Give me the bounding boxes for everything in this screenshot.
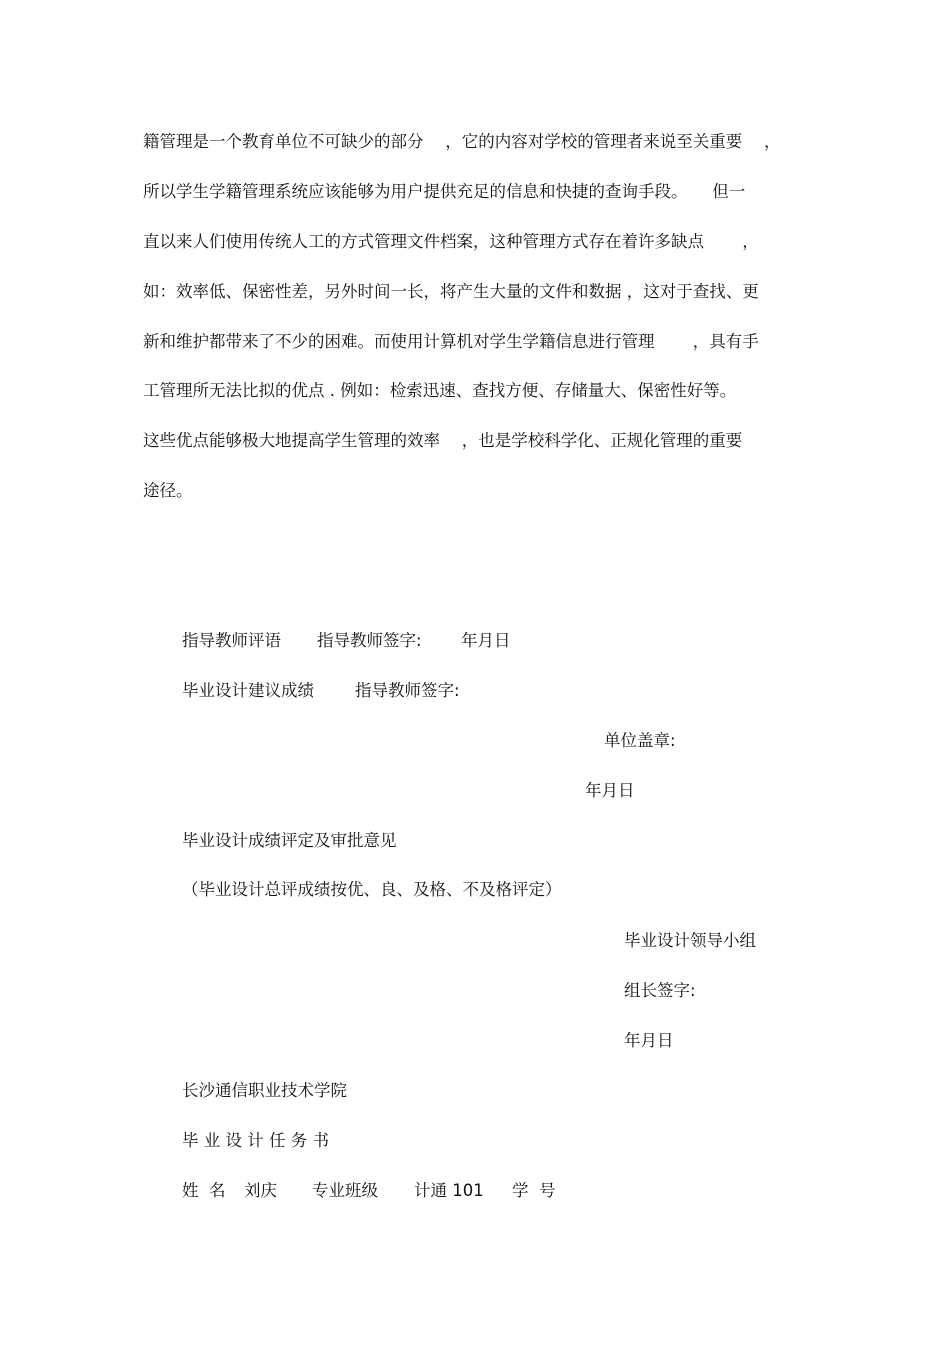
paragraph-line: 所以学生学籍管理系统应该能够为用户提供充足的信息和快捷的查询手段。 但一 [143, 182, 746, 201]
name-value: 刘庆 [244, 1181, 277, 1200]
major-label: 专业班级 [312, 1181, 378, 1200]
teacher-sign-label: 指导教师签字: [317, 631, 422, 650]
paragraph-line: 新和维护都带来了不少的困难。而使用计算机对学生学籍信息进行管理 ，具有手 [143, 332, 759, 351]
teacher-comment-label: 指导教师评语 [182, 631, 281, 650]
leader-sign-label: 组长签字: [624, 981, 696, 1000]
suggested-grade-label: 毕业设计建议成绩 [182, 681, 314, 700]
teacher-sign-label: 指导教师签字: [355, 681, 460, 700]
approval-title: 毕业设计成绩评定及审批意见 [182, 831, 397, 850]
paragraph-line: 直以来人们使用传统人工的方式管理文件档案，这种管理方式存在着许多缺点 ， [143, 232, 759, 251]
task-book-title: 毕 业 设 计 任 务 书 [182, 1131, 329, 1150]
name-label: 姓 名 [182, 1181, 226, 1200]
paragraph-line: 籍管理是一个教育单位不可缺少的部分 ，它的内容对学校的管理者来说至关重要 ， [143, 132, 781, 151]
paragraph-line: 工管理所无法比拟的优点 . 例如：检索迅速、查找方便、存储量大、保密性好等。 [143, 381, 737, 400]
approval-note: （毕业设计总评成绩按优、良、及格、不及格评定） [182, 880, 562, 899]
major-value: 计通 101 [414, 1181, 484, 1200]
date-label: 年月日 [585, 781, 635, 800]
date-label: 年月日 [461, 631, 511, 650]
paragraph-line: 这些优点能够极大地提高学生管理的效率 ，也是学校科学化、正规化管理的重要 [143, 431, 743, 450]
student-id-label: 学 号 [512, 1181, 556, 1200]
college-name: 长沙通信职业技术学院 [182, 1081, 347, 1100]
paragraph-line: 途径。 [143, 481, 193, 500]
paragraph-line: 如：效率低、保密性差，另外时间一长，将产生大量的文件和数据 ，这对于查找、更 [143, 282, 759, 301]
leader-group-label: 毕业设计领导小组 [624, 931, 756, 950]
date-label: 年月日 [624, 1031, 674, 1050]
unit-seal-label: 单位盖章: [604, 731, 676, 750]
